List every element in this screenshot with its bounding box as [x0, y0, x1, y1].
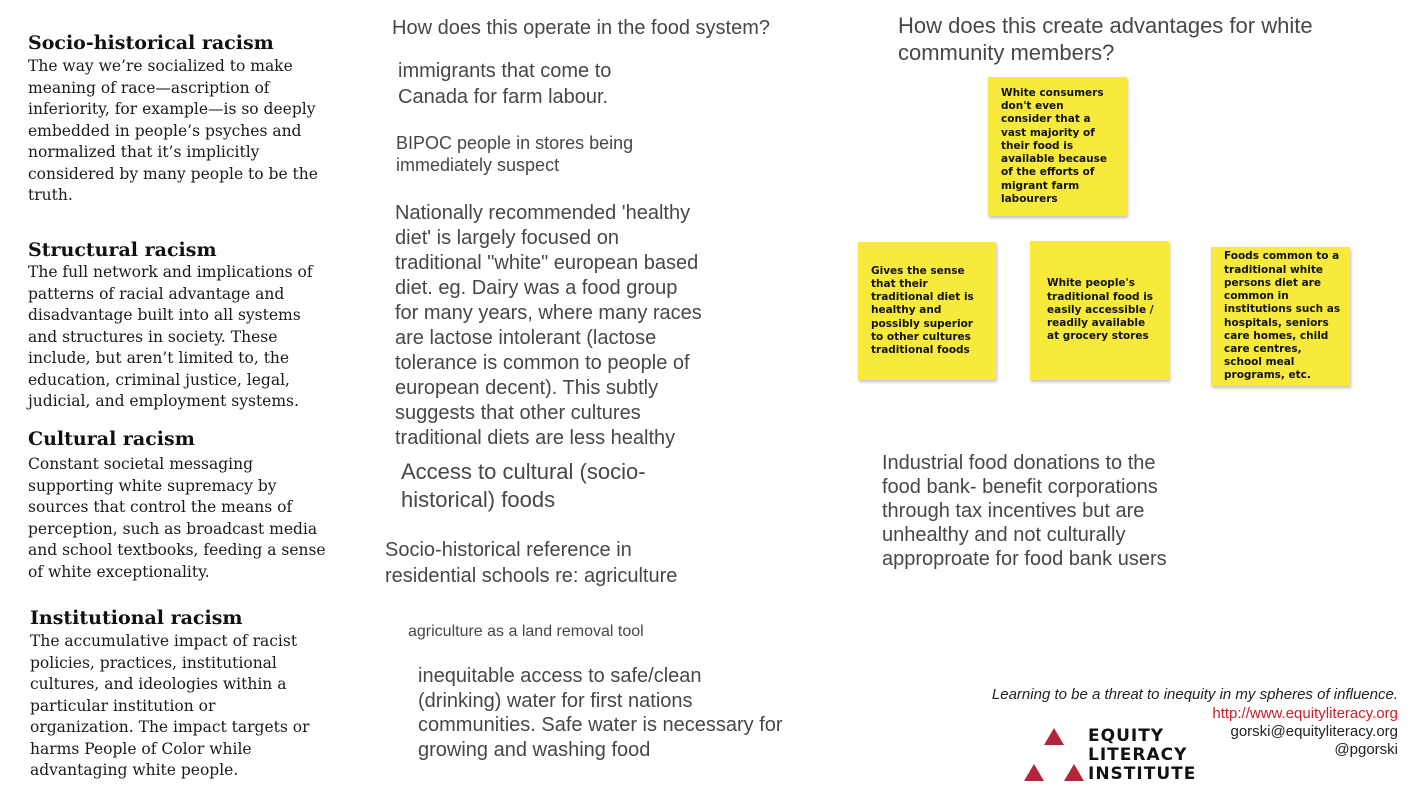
sticky-note — [988, 77, 1127, 216]
sticky-note-text: White consumers don't even consider that a vast majority of their food is available because of the efforts of migrant farm labourers — [1001, 87, 1107, 205]
sticky-note-text: White people's traditional food is easily accessible / readily available at grocery stores — [1047, 277, 1154, 343]
logo-line: LITERACY — [1088, 745, 1188, 765]
handle-text: @pgorski — [1334, 741, 1398, 758]
middle-item: BIPOC people in stores being immediately suspect — [396, 133, 634, 175]
definition-body: The full network and implications of patterns of racial advantage and disadvantage built into all systems and structures in society. These include, but aren’t limited to, the education, criminal justice, legal, judicial, and employment systems. — [28, 263, 313, 410]
middle-item: agriculture as a land removal tool — [408, 623, 644, 640]
website-link[interactable]: http://www.equityliteracy.org — [1212, 705, 1398, 722]
middle-item: immigrants that come to Canada for farm labour. — [398, 60, 612, 108]
definition-title: Structural racism — [28, 239, 217, 261]
right-heading: How does this create advantages for white community members? — [898, 13, 1313, 65]
definition-body: The way we’re socialized to make meaning of race—ascription of inferiority, for example—is so deeply embedded in people’s psyches and normalized that it’s implicitly considered by many people to be the truth. — [28, 57, 318, 204]
middle-heading: How does this operate in the food system? — [392, 17, 770, 39]
right-text: Industrial food donations to the food bank- benefit corporations through tax incentives but are unhealthy and not culturally approproate for food bank users — [882, 452, 1167, 570]
tagline: Learning to be a threat to inequity in my spheres of influence. — [991, 686, 1398, 703]
definition-body: The accumulative impact of racist policies, practices, institutional cultures, and ideologies within a particular institution or organization. The impact targets or harms People of Color while advantaging white people. — [30, 632, 310, 779]
sticky-note-text: Foods common to a traditional white persons diet are common in institutions such as hospitals, seniors care homes, child care centres, school meal programs, etc. — [1224, 250, 1341, 382]
definition-title: Cultural racism — [28, 428, 195, 450]
sticky-note — [858, 242, 996, 380]
middle-item: Access to cultural (socio- historical) foods — [401, 459, 646, 512]
middle-item: inequitable access to safe/clean (drinking) water for first nations communities. Safe water is necessary for growing and washing food — [418, 665, 783, 761]
sticky-note-text: Gives the sense that their traditional diet is healthy and possibly superior to other cultures traditional foods — [871, 264, 974, 356]
sticky-note — [1030, 241, 1169, 380]
middle-item: Nationally recommended 'healthy diet' is largely focused on traditional "white" european based diet. eg. Dairy was a food group for many years, where many races are lactose intolerant (lactose tolerance is common to people of european decent). This subtly suggests that other cultures traditional diets are less healthy — [395, 202, 702, 449]
logo-line: INSTITUTE — [1088, 764, 1197, 784]
definition-title: Socio-historical racism — [28, 32, 274, 54]
email-text: gorski@equityliteracy.org — [1230, 723, 1398, 740]
middle-item: Socio-historical reference in residential schools re: agriculture — [385, 539, 678, 587]
logo-line: EQUITY — [1088, 726, 1165, 746]
logo-triangles-icon — [1022, 726, 1088, 782]
definition-body: Constant societal messaging supporting white supremacy by sources that control the means of perception, such as broadcast media and school textbooks, feeding a sense of white exceptionality. — [28, 455, 326, 581]
sticky-note — [1211, 247, 1350, 386]
definition-title: Institutional racism — [30, 607, 243, 629]
